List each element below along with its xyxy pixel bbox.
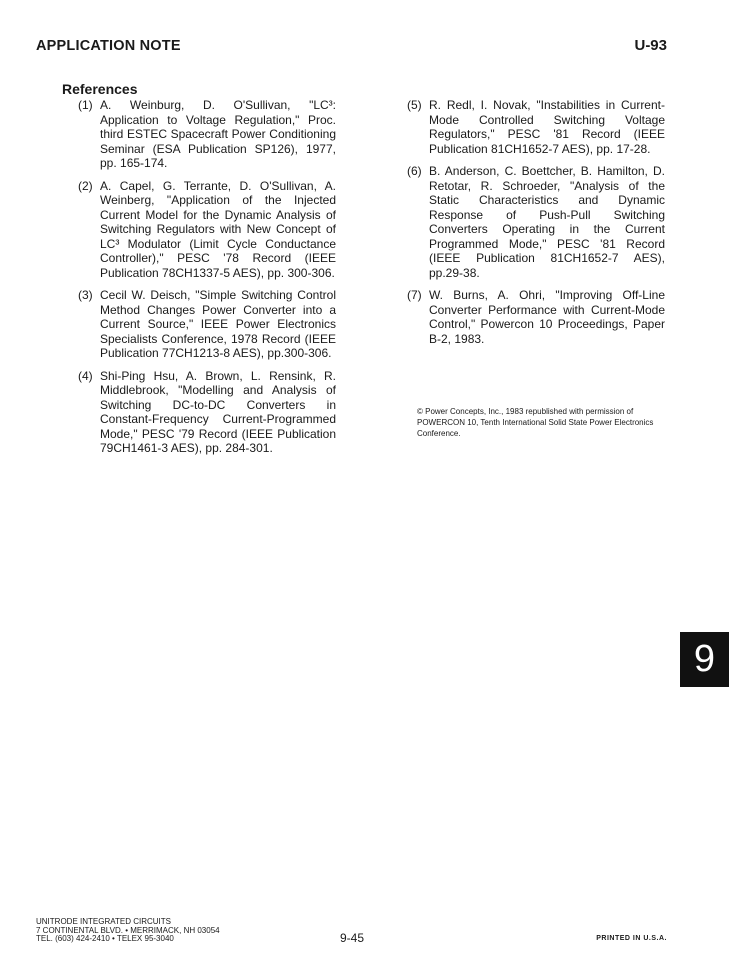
reference-text: A. Capel, G. Terrante, D. O'Sullivan, A. Weinberg, "Application of the Injected Current Model for the Dynamic Analysis of Switching Regulators with New Concept of LC³ Modulator (Limit Cycle Conductance Controller)," PESC '78 Record (IEEE Publication 78CH1337-5 AES), pp. 300-306. xyxy=(100,178,336,280)
page-number: 9-45 xyxy=(340,931,365,945)
reference-text: Cecil W. Deisch, "Simple Switching Control Method Changes Power Converter into a Current Source," IEEE Power Electronics Specialists Conference, 1978 Record (IEEE Publication 77CH1213-8 AES), pp.300-306. xyxy=(100,288,336,360)
company-name: UNITRODE INTEGRATED CIRCUITS xyxy=(36,917,171,926)
reference-number: (4) xyxy=(78,368,93,383)
copyright-note: © Power Concepts, Inc., 1983 republished with permission of POWERCON 10, Tenth International Solid State Power Electronics Conference. xyxy=(417,407,654,438)
document-code: U-93 xyxy=(634,37,667,54)
references-left-column xyxy=(78,98,336,464)
reference-number: (3) xyxy=(78,288,93,302)
reference-item xyxy=(407,288,665,346)
reference-text: W. Burns, A. Ohri, "Improving Off-Line Converter Performance with Current-Mode Control," Powercon 10 Proceedings, Paper B-2, 1983. xyxy=(429,288,665,346)
section-tab: 9 xyxy=(680,632,729,687)
section-title: References xyxy=(62,81,138,97)
company-address xyxy=(36,918,220,944)
company-phone: TEL. (603) 424-2410 • TELEX 95-3040 xyxy=(36,934,174,943)
references-right-column xyxy=(407,98,665,354)
company-street: 7 CONTINENTAL BLVD. • MERRIMACK, NH 03054 xyxy=(36,925,220,935)
reference-text: B. Anderson, C. Boettcher, B. Hamilton, D. Retotar, R. Schroeder, "Analysis of the Static Characteristics and Dynamic Response of Push-Pull Switching Converters Operating in the Current Programmed Mode," PESC '81 Record (IEEE Publication 81CH1652-7 AES), pp.29-38. xyxy=(429,164,665,280)
header-title: APPLICATION NOTE xyxy=(36,38,181,54)
reference-item xyxy=(407,98,665,156)
reference-item xyxy=(78,98,336,171)
reference-item xyxy=(78,179,336,281)
reference-item xyxy=(78,369,336,456)
reference-number: (2) xyxy=(78,178,93,193)
reference-number: (7) xyxy=(407,288,422,302)
reference-number: (6) xyxy=(407,164,422,178)
reference-item xyxy=(78,288,336,361)
reference-text: A. Weinburg, D. O'Sullivan, "LC³: Application to Voltage Regulation," Proc. third ESTEC Spacecraft Power Conditioning Seminar (ESA Publication SP126), 1977, pp. 165-174. xyxy=(100,98,336,170)
printed-in-label: PRINTED IN U.S.A. xyxy=(596,935,667,942)
reference-text: Shi-Ping Hsu, A. Brown, L. Rensink, R. Middlebrook, "Modelling and Analysis of Switching DC-to-DC Converters in Constant-Frequency Current-Programmed Mode," PESC '79 Record (IEEE Publication 79CH1461-3 AES), pp. 284-301. xyxy=(100,368,336,455)
reference-number: (1) xyxy=(78,98,93,112)
reference-number: (5) xyxy=(407,98,422,112)
reference-text: R. Redl, I. Novak, "Instabilities in Current-Mode Controlled Switching Voltage Regulators," PESC '81 Record (IEEE Publication 81CH1652-7 AES), pp. 17-28. xyxy=(429,98,665,156)
reference-item xyxy=(407,164,665,280)
